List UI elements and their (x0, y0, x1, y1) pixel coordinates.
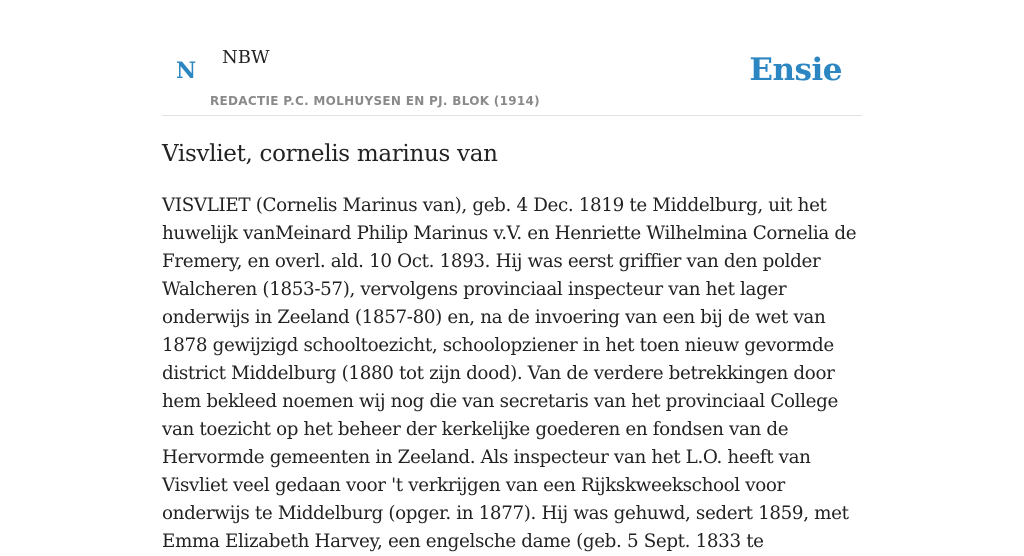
article-title: Visvliet, cornelis marinus van (162, 141, 498, 167)
source-logo-icon[interactable]: N (176, 58, 197, 84)
brand-logo[interactable]: Ensie (749, 52, 842, 88)
source-header (162, 40, 862, 116)
article-body: VISVLIET (Cornelis Marinus van), geb. 4 Dec. 1819 te Middelburg, uit het huwelijk vanMeinard Philip Marinus v.V. en Henriette Wilhelmina Cornelia de Fremery, en overl. ald. 10 Oct. 1893. Hij was eerst griffier van den polder Walcheren (1853-57), vervolgens provinciaal inspecteur van het lager onderwijs in Zeeland (1857-80) en, na de invoering van een bij de wet van 1878 gewijzigd schooltoezicht, schoolopziener in het toen nieuw gevormde district Middelburg (1880 tot zijn dood). Van de verdere betrekkingen door hem bekleed noemen wij nog die van secretaris van het provinciaal College van toezicht op het beheer der kerkelijke goederen en fondsen van de Hervormde gemeenten in Zeeland. Als inspecteur van het L.O. heeft van Visvliet veel gedaan voor 't verkrijgen van een Rijkskweekschool voor onderwijs te Middelburg (opger. in 1877). Hij was gehuwd, sedert 1859, met Emma Elizabeth Harvey, een engelsche dame (geb. 5 Sept. 1833 te (162, 195, 857, 552)
source-subtitle: REDACTIE P.C. MOLHUYSEN EN PJ. BLOK (1914) (210, 94, 540, 108)
source-name[interactable]: NBW (222, 47, 270, 68)
